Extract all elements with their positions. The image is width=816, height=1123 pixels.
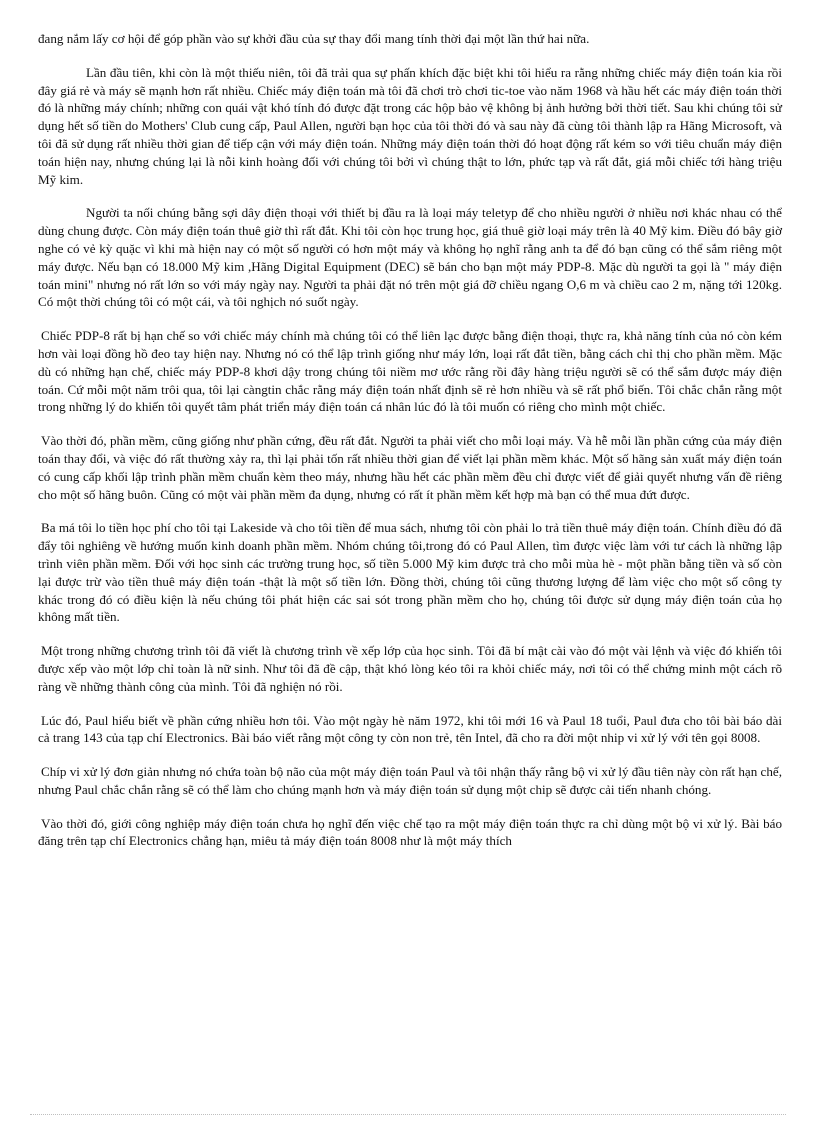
- paragraph-2: Lần đầu tiên, khi còn là một thiếu niên, tôi đã trải qua sự phấn khích đặc biệt khi tôi hiểu ra rằng những chiếc máy điện toán kia rồi đây giá rẻ và máy sẽ mạnh hơn rất nhiều. Chiếc máy điện toán mà tôi đã chơi trò chơi tic-toe vào năm 1968 và hầu hết các máy điện toán thời đó là những máy chính; những con quái vật khó tính đó được đặt trong các hộp bảo vệ không bị ảnh hưởng bởi thời tiết. Sau khi chúng tôi sử dụng hết số tiền do Mothers' Club cung cấp, Paul Allen, người bạn học của tôi thời đó và sau này đã cùng tôi thành lập ra Hãng Microsoft, và tôi đã sử dụng rất nhiều thời gian để tiếp cận với máy điện toán. Những máy điện toán thời đó hoạt động rất kém so với tiêu chuẩn máy điện toán hiện nay, nhưng chúng lại là nỗi kinh hoàng đối với chúng tôi bởi vì chúng thật to lớn, phức tạp và rất đắt, giá mỗi chiếc tới hàng triệu Mỹ kim.: [38, 64, 782, 187]
- paragraph-9: Chíp vi xử lý đơn giản nhưng nó chứa toàn bộ não của một máy điện toán Paul và tôi nhận thấy rằng bộ vi xử lý đầu tiên này còn rất hạn chế, nhưng Paul chắc chắn rằng sẽ có thể làm cho chúng mạnh hơn và máy điện toán sử dụng một chip sẽ được cải tiến nhanh chóng.: [38, 764, 782, 797]
- paragraph-7: Một trong những chương trình tôi đã viết là chương trình về xếp lớp của học sinh. Tôi đã bí mật cài vào đó một vài lệnh và việc đó khiến tôi được xếp vào một lớp chỉ toàn là nữ sinh. Như tôi đã đề cập, thật khó lòng kéo tôi ra khỏi chiếc máy, nơi tôi có thể chứng minh một cách rõ ràng về những thành công của mình. Tôi đã nghiện nó rồi.: [38, 643, 782, 694]
- paragraph-3: Người ta nối chúng bằng sợi dây điện thoại với thiết bị đầu ra là loại máy teletyp để cho nhiều người ở nhiều nơi khác nhau có thể dùng chung được. Còn máy điện toán thuê giờ thì rất đắt. Khi tôi còn học trung học, giá thuê giờ loại máy trên là 40 Mỹ kim. Điều đó bây giờ nghe có vẻ kỳ quặc vì khi mà hiện nay có một số người có hơn một máy và không họ nghĩ rằng anh ta để đó bạn cũng có thể sắm riêng một máy được. Nếu bạn có 18.000 Mỹ kim ,Hãng Digital Equipment (DEC) sẽ bán cho bạn một máy PDP-8. Mặc dù người ta gọi là " máy điện toán mini" nhưng nó rất lớn so với máy ngày nay. Người ta phải đặt nó trên một giá đỡ chiều ngang O,6 m và chiều cao 2 m, nặng tới 120kg. Có một thời chúng tôi có một cái, và tôi nghịch nó suốt ngày.: [38, 205, 782, 310]
- paragraph-5: Vào thời đó, phần mềm, cũng giống như phần cứng, đều rất đắt. Người ta phải viết cho mỗi loại máy. Và hễ mỗi lần phần cứng của máy điện toán thay đổi, và việc đó rất thường xảy ra, thì lại phải tốn rất nhiều thời gian để viết lại phần mềm khác. Một số hãng sản xuất máy điện toán có cung cấp khối lập trình phần mềm chuẩn kèm theo máy, nhưng hầu hết các phần mềm đều chỉ được viết để giải quyết nhưng vấn đề riêng cho một số hãng buôn. Cũng có một vài phần mềm đa dụng, nhưng có rất ít phần mềm kết hợp mà bạn có thể mua đứt được.: [38, 433, 782, 502]
- paragraph-1: đang nắm lấy cơ hội để góp phần vào sự khởi đầu của sự thay đổi mang tính thời đại một lần thứ hai nữa.: [38, 31, 590, 46]
- paragraph-10: Vào thời đó, giới công nghiệp máy điện toán chưa họ nghĩ đến việc chế tạo ra một máy điện toán thực ra chỉ dùng một bộ vi xử lý. Bài báo đăng trên tạp chí Electronics chẳng hạn, miêu tả máy điện toán 8008 như là một máy thích: [38, 815, 782, 849]
- paragraph-4: Chiếc PDP-8 rất bị hạn chế so với chiếc máy chính mà chúng tôi có thể liên lạc được bằng điện thoại, thực ra, khả năng tính của nó còn kém hơn vài loại đồng hồ đeo tay hiện nay. Nhưng nó có thể lập trình giống như máy lớn, loại rất đắt tiền, bằng cách chỉ thị cho phần mềm. Mặc dù có những hạn chế, chiếc máy PDP-8 khơi dậy trong chúng tôi niềm mơ ước rằng rồi đây hàng triệu người sẽ có thể sắm được máy điện toán. Cứ mỗi một năm trôi qua, tôi lại càngtin chắc rằng máy điện toán nhất định sẽ rẻ hơn nhiều và sẽ rất phổ biến. Tôi chắc chắn rằng một trong những lý do khiến tôi quyết tâm phát triển máy điện toán cá nhân lúc đó là tôi muốn có riêng cho mình một chiếc.: [38, 328, 782, 415]
- paragraph-6: Ba má tôi lo tiền học phí cho tôi tại Lakeside và cho tôi tiền để mua sách, nhưng tôi còn phải lo trả tiền thuê máy điện toán. Chính điều đó đã đẩy tôi nghiêng về hướng muốn kinh doanh phần mềm. Nhóm chúng tôi,trong đó có Paul Allen, tìm được việc làm với tư cách là những lập trình viên phần mềm. Đối với học sinh các trường trung học, số tiền 5.000 Mỹ kim được trả cho mỗi mùa hè - một phần bằng tiền và số còn lại được trừ vào tiền thuê máy điện toán -thật là một số tiền lớn. Đồng thời, chúng tôi cũng thương lượng để làm việc cho một số công ty khác trong đó có điều kiện là nếu chúng tôi phát hiện các sai sót trong phần mềm cho họ, chúng tôi được sử dụng máy điện toán của họ không mất tiền.: [38, 520, 782, 625]
- document-body: [38, 30, 782, 866]
- page-bottom-divider: [30, 1114, 786, 1115]
- paragraph-8: Lúc đó, Paul hiểu biết về phần cứng nhiều hơn tôi. Vào một ngày hè năm 1972, khi tôi mới 16 và Paul 18 tuổi, Paul đưa cho tôi bài báo dài cả trang 143 của tạp chí Electronics. Bài báo viết rằng một công ty còn non trẻ, tên Intel, đã cho ra đời một nhip vi xử lý với tên gọi 8008.: [38, 712, 782, 746]
